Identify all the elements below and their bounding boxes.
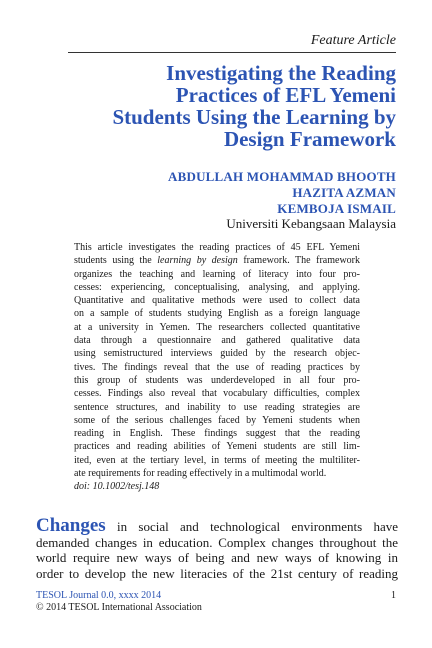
abstract-line: cesses. Findings also reveal that vocabulary difficulties, complex [74, 388, 360, 400]
body-text: in social and technological environments have [105, 519, 398, 534]
abstract-line: tives. The findings reveal that the use of reading practices by [74, 361, 360, 373]
abstract-line: at a university in Yemen. The researchers collected quantitative [74, 321, 360, 333]
body-line [36, 515, 398, 536]
abstract-line: ited, even at the tertiary level, in terms of meeting the multiliter- [74, 454, 360, 466]
affiliation: Universiti Kebangsaan Malaysia [226, 216, 396, 231]
doi: doi: 10.1002/tesj.148 [74, 481, 160, 493]
abstract-line: organizes the teaching and learning of literacy into four pro- [74, 268, 360, 280]
abstract-line: cesses: experiencing, conceptualising, analysing, and applying. [74, 281, 360, 293]
author-name: KEMBOJA ISMAIL [277, 201, 396, 216]
abstract [74, 241, 360, 494]
drop-word: Changes [36, 515, 106, 536]
abstract-emphasis: learning by design [157, 255, 238, 267]
abstract-text: students using the [74, 255, 158, 267]
body-paragraph [36, 515, 398, 581]
title-line: Practices of EFL Yemeni [175, 83, 396, 107]
body-line: order to develop the new literacies of the 21st century of reading [36, 565, 398, 581]
abstract-line: practices and reading abilities of Yemeni students are still lim- [74, 441, 360, 453]
abstract-line: sentence structures, and inability to use reading strategies are [74, 401, 360, 413]
copyright-notice: © 2014 TESOL International Association [36, 602, 202, 613]
abstract-line: some of the serious challenges faced by Yemeni students when [74, 414, 360, 426]
abstract-line [74, 254, 360, 267]
abstract-line: data through a questionnaire and gathered qualitative data [74, 335, 360, 347]
feature-article-label: Feature Article [310, 33, 396, 48]
abstract-line: using semistructured interviews guided by the research objec- [74, 348, 360, 360]
journal-citation: TESOL Journal 0.0, xxxx 2014 [36, 590, 162, 601]
abstract-line: This article investigates the reading practices of 45 EFL Yemeni [74, 242, 360, 253]
abstract-line: ate requirements for reading effectively in a multimodal world. [74, 468, 327, 480]
page-footer [36, 590, 396, 614]
header-rule [68, 52, 396, 53]
abstract-line: Quantitative and qualitative methods were used to collect data [74, 295, 360, 307]
author-name: HAZITA AZMAN [292, 185, 396, 200]
abstract-line: reading in English. These findings suggest that the reading [74, 428, 360, 440]
author-name: ABDULLAH MOHAMMAD BHOOTH [168, 169, 396, 184]
title-line: Investigating the Reading [166, 61, 396, 85]
body-line: demanded changes in education. Complex changes throughout the [36, 534, 398, 550]
author-list [168, 169, 396, 217]
abstract-line: this group of students was underdeveloped in all four pro- [74, 374, 360, 386]
title-line: Design Framework [223, 127, 396, 151]
abstract-line: on a sample of students studying English as a foreign language [74, 308, 360, 320]
title-line: Students Using the Learning by [112, 105, 396, 129]
page-number: 1 [391, 590, 396, 601]
article-title [26, 62, 396, 150]
body-line: world require new ways of being and new ways of knowing in [36, 550, 398, 565]
abstract-text: framework. The framework [237, 255, 361, 267]
